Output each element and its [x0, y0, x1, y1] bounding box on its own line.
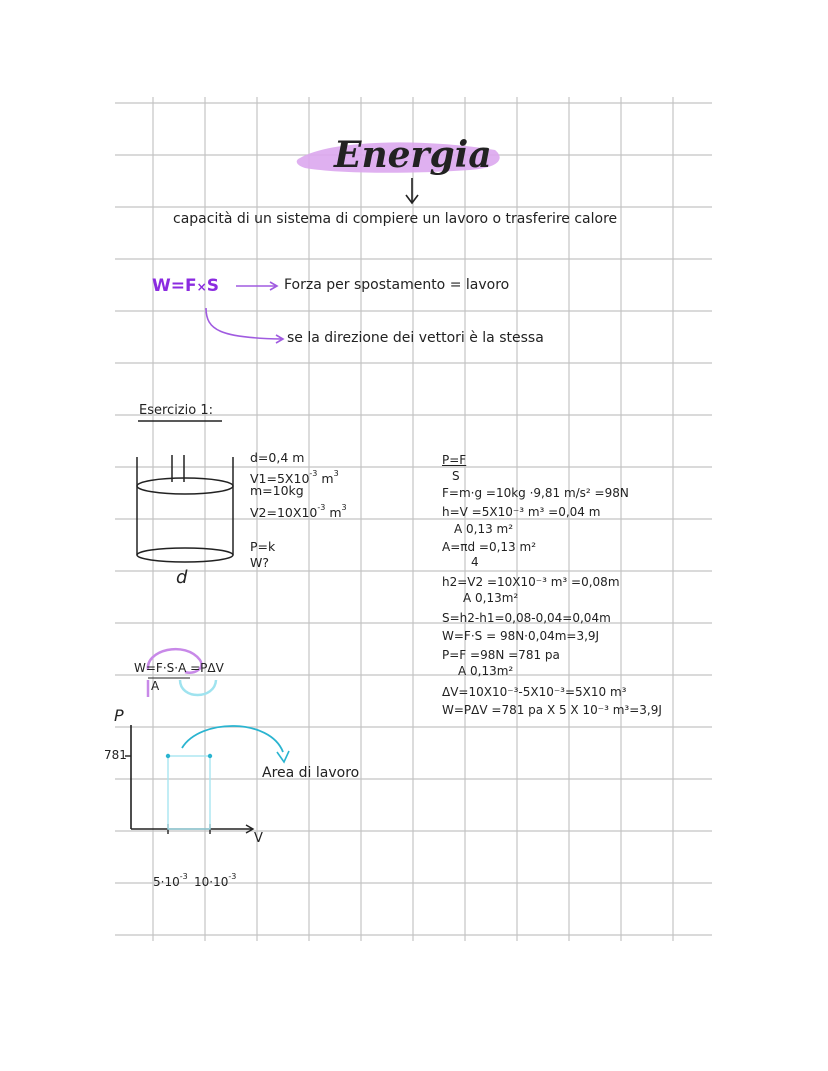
solution-line: 4	[471, 555, 479, 569]
solution-line: W=F·S = 98N·0,04m=3,9J	[442, 629, 600, 643]
given-v1: $V1=5X10^{-3}$ $m^3$	[250, 469, 339, 486]
solution-line: W=PΔV =781 pa X 5 X 10⁻³ m³=3,9J	[442, 703, 662, 717]
solution-line: P=F	[442, 453, 467, 467]
solution-line: A=πd =0,13 m²	[442, 540, 537, 554]
formula-meaning: Forza per spostamento = lavoro	[284, 277, 510, 293]
exercise-title: Esercizio 1:	[139, 403, 213, 418]
page-title: Energia	[334, 134, 492, 176]
graph-x-tick-label: $10\cdot 10^{-3}$	[194, 872, 237, 889]
definition-text: capacità di un sistema di compiere un lavoro o trasferire calore	[173, 211, 618, 227]
solution-line: A 0,13m²	[458, 664, 514, 678]
given-w: W?	[250, 555, 269, 570]
graph-y-axis-label: P	[114, 706, 124, 725]
displacement-vector: S	[206, 276, 219, 296]
solution-line: ΔV=10X10⁻³-5X10⁻³=5X10 m³	[442, 685, 627, 699]
graph-y-tick-label: 781	[104, 748, 127, 762]
cylinder-diagram	[137, 455, 233, 562]
graph-x-tick-label: $5\cdot 10^{-3}$	[153, 872, 188, 889]
solution-line: S	[452, 469, 460, 483]
given-d: d=0,4 m	[250, 450, 305, 465]
solution-line: F=m·g =10kg ·9,81 m/s² =98N	[442, 486, 629, 500]
given-p: P=k	[250, 539, 276, 554]
given-m: m=10kg	[250, 483, 304, 498]
solution-line: S=h2-h1=0,08-0,04=0,04m	[442, 611, 611, 625]
given-v2: $V2=10X10^{-3}$ $m^3$	[250, 503, 347, 520]
work-relation: W=F·S·A =PΔV	[134, 661, 224, 675]
solution-line: A 0,13m²	[463, 591, 519, 605]
down-arrow-icon	[406, 178, 418, 203]
solution-line: P=F =98N =781 pa	[442, 648, 560, 662]
work-formula: W=F×S	[152, 276, 219, 296]
solution-line: h2=V2 =10X10⁻³ m³ =0,08m	[442, 575, 620, 589]
graph-x-axis-label: V	[254, 831, 263, 846]
solution-line: h=V =5X10⁻³ m³ =0,04 m	[442, 505, 601, 519]
cylinder-diameter-label: d	[176, 567, 188, 588]
force-vector: F	[185, 276, 197, 296]
formula-condition: se la direzione dei vettori è la stessa	[287, 330, 544, 346]
work-relation-denominator: A	[151, 679, 160, 693]
solution-line: A 0,13 m²	[454, 522, 514, 536]
work-area-annotation: Area di lavoro	[262, 765, 360, 781]
